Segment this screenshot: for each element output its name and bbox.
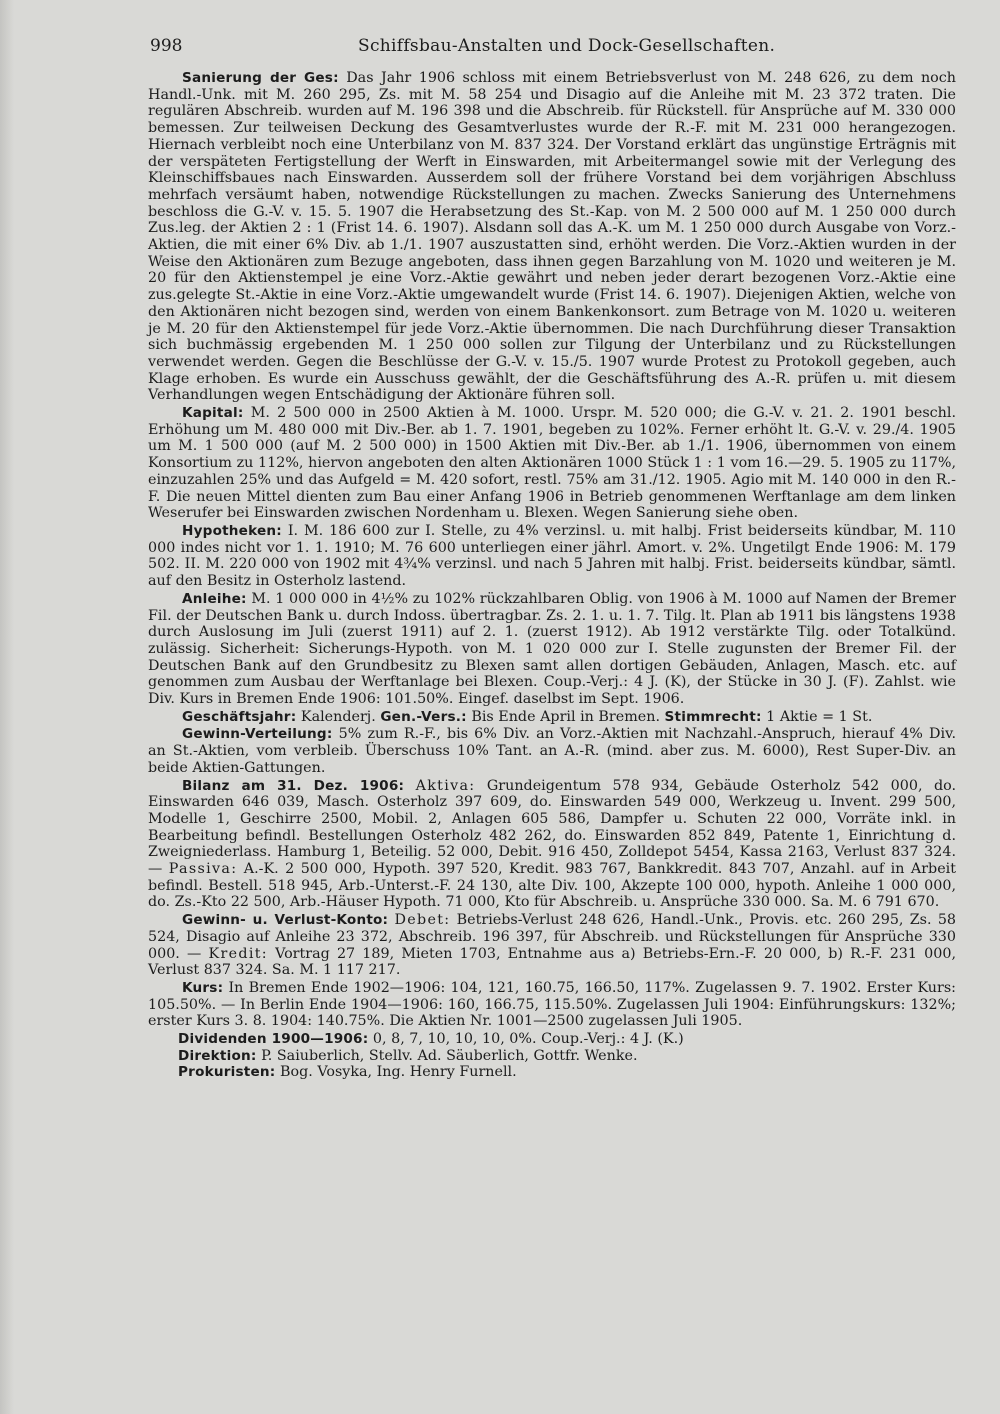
list-text: Bog. Vosyka, Ing. Henry Furnell. xyxy=(279,1064,517,1081)
section-heading: Gewinn- u. Verlust-Konto: xyxy=(182,912,389,929)
page-content xyxy=(148,70,956,1081)
section-geschaeftsjahr xyxy=(148,709,956,726)
section-kurs xyxy=(148,980,956,1030)
kredit-label: Kredit: xyxy=(208,945,268,962)
list-item-dividenden xyxy=(178,1031,956,1048)
debet-text: Betriebs-Verlust 248 626, Handl.-Unk., Provis. etc. 260 295, Zs. 58 524, Disagio auf Anleihe 23 372, Abschreib. 196 397, für Abschreib. und Rückstellungen für Ansprüche 330 000. — xyxy=(148,912,957,962)
section-heading: Kurs: xyxy=(182,979,224,996)
section-heading: Bilanz am 31. Dez. 1906: xyxy=(182,777,405,794)
section-gewinn-verlust-konto xyxy=(148,912,956,979)
passiva-text: A.-K. 2 500 000, Hypoth. 397 520, Kredit. 983 767, Bankkredit. 843 707, Anzahl. auf in Arbeit befindl. Bestell. 518 945, Arb.-Unterst.-F. 24 130, alte Div. 100, Akzepte 100 000, hypoth. Anleihe 1 000 000, do. Zs.-Kto 22 500, Arb.-Häuser Hypoth. 71 000, Kto für Abschreib. u. Ansprüche 330 000. Sa. M. 6 791 670. xyxy=(148,861,956,911)
list-heading: Dividenden 1900—1906: xyxy=(178,1031,369,1048)
section-heading: Geschäftsjahr: xyxy=(182,708,297,725)
section-kapital xyxy=(148,405,956,522)
passiva-label: Passiva: xyxy=(168,861,238,878)
debet-label: Debet: xyxy=(394,912,451,929)
running-title: Schiffsbau-Anstalten und Dock-Gesellschaften. xyxy=(358,36,776,56)
list-heading: Prokuristen: xyxy=(178,1064,276,1081)
section-text: M. 2 500 000 in 2500 Aktien à M. 1000. Urspr. M. 520 000; die G.-V. v. 21. 2. 1901 beschl. Erhöhung um M. 480 000 mit Div.-Ber. ab 1. 7. 1901, begeben zu 102%. Ferner erhöht lt. G.-V. v. 29./4. 1905 um M. 1 500 000 (auf M. 2 500 000) in 1500 Aktien mit Div.-Ber. ab 1./1. 1906, übernommen von einem Konsortium zu 112%, hiervon angeboten den alten Aktionären 1000 Stück 1 : 1 vom 16.—29. 5. 1905 zu 117%, einzuzahlen 25% und das Aufgeld = M. 420 sofort, restl. 75% am 31./12. 1905. Agio mit M. 140 000 in den R.-F. Die neuen Mittel dienten zum Bau einer Anfang 1906 in Betrieb genommenen Werftanlage am dem linken Weserufer bei Einswarden zwischen Nordenham u. Blexen. Wegen Sanierung siehe oben. xyxy=(148,405,956,522)
kredit-text: Vortrag 27 189, Mieten 1703, Entnahme aus a) Betriebs-Ern.-F. 20 000, b) R.-F. 231 000, Verlust 837 324. Sa. M. 1 117 217. xyxy=(148,945,957,979)
section-heading-gen-vers: Gen.-Vers.: xyxy=(380,708,467,725)
list-item-prokuristen xyxy=(178,1064,956,1081)
page-header xyxy=(148,36,956,62)
section-text-gen-vers: Bis Ende April in Bremen. xyxy=(471,708,660,725)
list-heading: Direktion: xyxy=(178,1047,257,1064)
list-text: 0, 8, 7, 10, 10, 10, 0%. Coup.-Verj.: 4 J. (K.) xyxy=(372,1031,684,1048)
section-heading: Sanierung der Ges: xyxy=(182,70,339,86)
section-heading: Anleihe: xyxy=(182,590,247,607)
section-text-stimmrecht: 1 Aktie = 1 St. xyxy=(766,708,873,725)
section-heading: Hypotheken: xyxy=(182,522,282,539)
closing-list xyxy=(148,1031,956,1081)
section-heading: Gewinn-Verteilung: xyxy=(182,726,333,743)
section-gewinn-verteilung xyxy=(148,726,956,776)
section-text: I. M. 186 600 zur I. Stelle, zu 4% verzinsl. u. mit halbj. Frist beiderseits kündbar, M. 110 000 indes nicht vor 1. 1. 1910; M. 76 600 unterliegen einer jährl. Amort. v. 2%. Ungetilgt Ende 1906: M. 179 502. II. M. 220 000 von 1902 mit 4¾% verzinsl. und nach 5 Jahren mit halbj. Frist. beiderseits kündbar, sämtl. auf den Besitz in Osterholz lastend. xyxy=(148,522,957,590)
section-anleihe xyxy=(148,591,956,708)
list-text: P. Saiuberlich, Stellv. Ad. Säuberlich, Gottfr. Wenke. xyxy=(261,1047,638,1064)
page-number: 998 xyxy=(150,36,183,56)
section-sanierung xyxy=(148,70,956,404)
section-text: In Bremen Ende 1902—1906: 104, 121, 160.75, 166.50, 117%. Zugelassen 9. 7. 1902. Erster Kurs: 105.50%. — In Berlin Ende 1904—1906: 160, 166.75, 115.50%. Zugelassen Juli 1904: Einführungskurs: 132%; erster Kurs 3. 8. 1904: 140.75%. Die Aktien Nr. 1001—2500 zugelassen Juli 1905. xyxy=(148,979,957,1030)
section-text: M. 1 000 000 in 4½% zu 102% rückzahlbaren Oblig. von 1906 à M. 1000 auf Namen der Bremer Fil. der Deutschen Bank u. durch Indoss. übertragbar. Zs. 2. 1. u. 1. 7. Tilg. lt. Plan ab 1911 bis längstens 1938 durch Auslosung im Juli (zuerst 1911) auf 2. 1. (zuerst 1912). Ab 1912 verstärkte Tilg. oder Totalkünd. zulässig. Sicherheit: Sicherungs-Hypoth. von M. 1 020 000 zur I. Stelle zugunsten der Bremer Fil. der Deutschen Bank auf den Grundbesitz zu Blexen samt allen dortigen Gebäuden, Anlagen, Masch. etc. auf genommen zum Ausbau der Werftanlage bei Blexen. Coup.-Verj.: 4 J. (K), der Stücke in 30 J. (F). Zahlst. wie Div. Kurs in Bremen Ende 1906: 101.50%. Eingef. daselbst im Sept. 1906. xyxy=(148,590,956,708)
aktiva-text: Grundeigentum 578 934, Gebäude Osterholz 542 000, do. Einswarden 646 039, Masch. Osterholz 397 609, do. Einswarden 549 000, Werkzeug u. Invent. 299 500, Modelle 1, Geschirre 2500, Mobil. 2, Anlagen 605 586, Dampfer u. Schuten 22 000, Vorräte inkl. in Bearbeitung befindl. Bestellungen Osterholz 482 262, do. Einswarden 852 849, Patente 1, Einrichtung d. Zweigniederlass. Hamburg 1, Beteilig. 52 000, Debit. 916 450, Zolldepot 5454, Kassa 2163, Verlust 837 324. — xyxy=(148,777,957,878)
section-bilanz xyxy=(148,778,956,912)
list-item-direktion xyxy=(178,1048,956,1065)
section-heading: Kapital: xyxy=(182,405,244,422)
section-hypotheken xyxy=(148,523,956,590)
section-text: Das Jahr 1906 schloss mit einem Betriebsverlust von M. 248 626, zu dem noch Handl.-Unk. mit M. 260 295, Zs. mit M. 58 254 und Disagio auf die Anleihe mit M. 23 372 traten. Die regulären Abschreib. wurden auf M. 196 398 und die Abschreib. für Rückstell. für Ansprüche auf M. 330 000 bemessen. Zur teilweisen Deckung des Gesamtverlustes wurde der R.-F. mit M. 231 000 herangezogen. Hiernach verbleibt noch eine Unterbilanz von M. 837 324. Der Vorstand erklärt das ungünstige Erträgnis mit der verspäteten Fertigstellung der Werft in Einswarden, mit Arbeitermangel sowie mit der Verlegung des Kleinschiffsbaues nach Einswarden. Ausserdem soll der frühere Vorstand bei dem vorjährigen Abschluss mehrfach versäumt haben, notwendige Rückstellungen zu machen. Zwecks Sanierung des Unternehmens beschloss die G.-V. v. 15. 5. 1907 die Herabsetzung des St.-Kap. von M. 2 500 000 auf M. 1 250 000 durch Zus.leg. der Aktien 2 : 1 (Frist 14. 6. 1907). Alsdann soll das A.-K. um M. 1 250 000 durch Ausgabe von Vorz.-Aktien, die mit einer 6% Div. ab 1./1. 1907 auszustatten sind, erhöht werden. Die Vorz.-Aktien wurden in der Weise den Aktionären zum Bezuge angeboten, dass ihnen gegen Barzahlung von M. 1020 und weiteren je M. 20 für den Aktienstempel je eine Vorz.-Aktie gewährt und neben jeder derart bezogenen Vorz.-Aktie eine zus.gelegte St.-Aktie in eine Vorz.-Aktie umgewandelt wurde (Frist 14. 6. 1907). Diejenigen Aktien, welche von den Aktionären nicht bezogen sind, werden von einem Bankenkonsort. zum Betrage von M. 1020 u. weiteren je M. 20 für den Aktienstempel für jede Vorz.-Aktie übernommen. Die nach Durchführung dieser Transaktion sich buchmässig ergebenden M. 1 250 000 sollen zur Tilgung der Unterbilanz und zu Rückstellungen verwendet werden. Gegen die Beschlüsse der G.-V. v. 15./5. 1907 wurde Protest zu Protokoll gegeben, auch Klage erhoben. Es wurde ein Ausschuss gewählt, der die Geschäftsführung des A.-R. prüfen u. mit diesem Verhandlungen wegen Entschädigung der Aktionäre führen soll. xyxy=(148,70,956,404)
aktiva-label: Aktiva: xyxy=(415,777,476,794)
section-text: Kalenderj. xyxy=(300,708,376,725)
section-heading-stimmrecht: Stimmrecht: xyxy=(664,708,762,725)
section-text: 5% zum R.-F., bis 6% Div. an Vorz.-Aktien mit Nachzahl.-Anspruch, hierauf 4% Div. an St.-Aktien, vom verbleib. Überschuss 10% Tant. an A.-R. (mind. aber zus. M. 6000), Rest Super-Div. an beide Aktien-Gattungen. xyxy=(148,726,956,776)
page-binding-shadow xyxy=(0,0,14,1414)
